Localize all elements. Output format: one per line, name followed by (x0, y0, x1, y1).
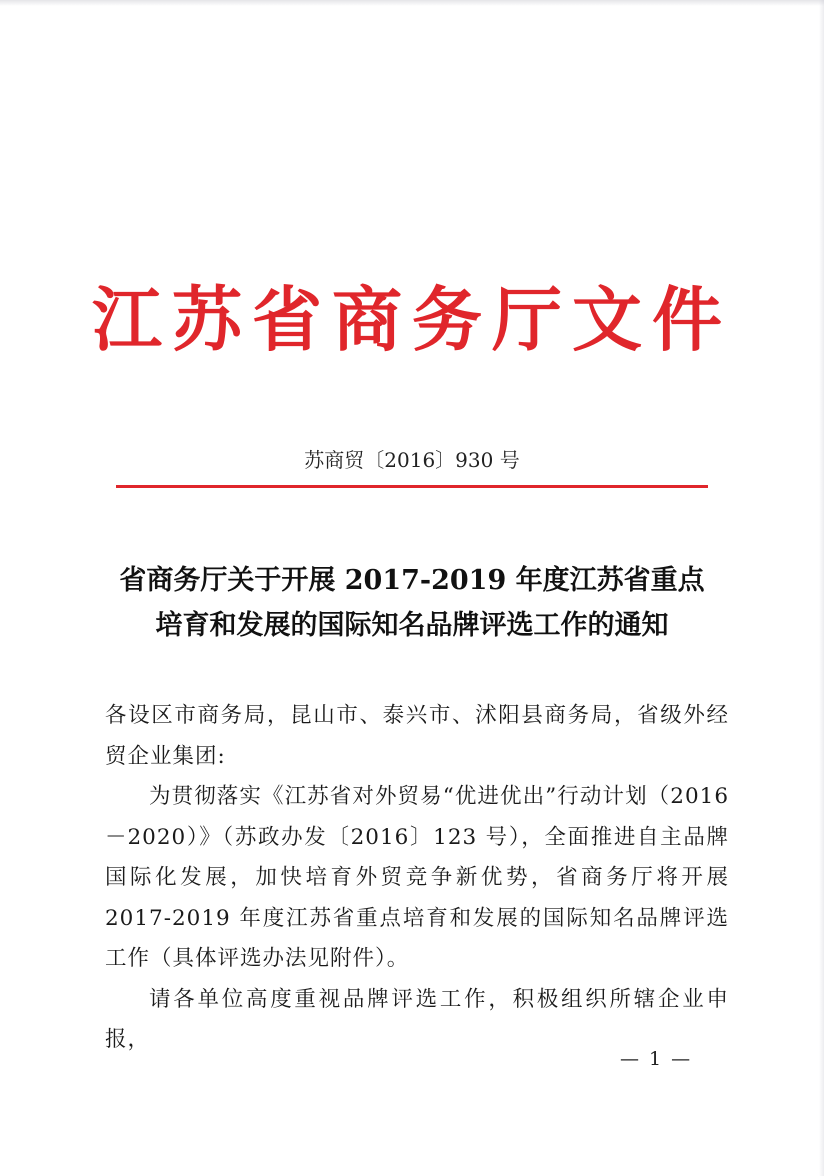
scan-shadow-top (0, 0, 824, 6)
notice-title (80, 558, 744, 648)
scan-shadow-right (819, 0, 824, 1176)
notice-title-line-1: 省商务厅关于开展 2017-2019 年度江苏省重点 (119, 565, 705, 596)
body-paragraph-1: 为贯彻落实《江苏省对外贸易“优进优出”行动计划（2016－2020）》（苏政办发〔2016〕123 号），全面推进自主品牌国际化发展，加快培育外贸竞争新优势，省商务厅将开展 2017-2019 年度江苏省重点培育和发展的国际知名品牌评选工作（具体评选办法见附件）。 (105, 784, 729, 971)
red-divider-line (116, 485, 708, 488)
notice-body (105, 696, 729, 1061)
document-number: 苏商贸〔2016〕930 号 (304, 448, 520, 472)
issuing-authority-header: 江苏省商务厅文件 (92, 278, 732, 361)
page-number: — 1 — (620, 1048, 693, 1070)
notice-title-line-2: 培育和发展的国际知名品牌评选工作的通知 (155, 610, 669, 641)
addressee-paragraph: 各设区市商务局，昆山市、泰兴市、沭阳县商务局，省级外经贸企业集团: (105, 703, 729, 769)
body-paragraph-2: 请各单位高度重视品牌评选工作，积极组织所辖企业申报， (105, 986, 729, 1052)
